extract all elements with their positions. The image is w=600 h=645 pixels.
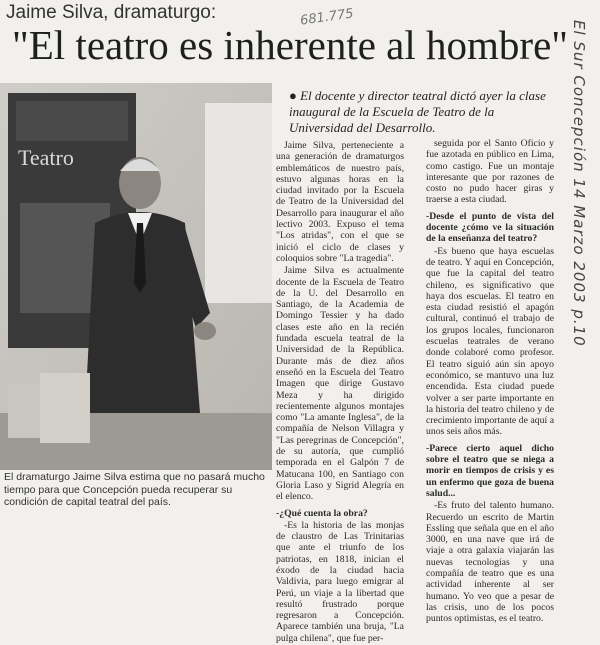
- photo-illustration: [0, 83, 272, 470]
- question: -¿Qué cuenta la obra?: [276, 507, 368, 519]
- lead-text: El docente y director teatral dictó ayer la clase inaugural de la Escuela de Teatro de la Universidad del Desarrollo.: [289, 88, 546, 135]
- question: -Desde el punto de vista del docente ¿cómo ve la situación de la enseñanza del teatro?: [426, 210, 554, 245]
- article-column-1: [276, 140, 404, 645]
- handwritten-margin-note: El Sur Concepción 14 Marzo 2003 p.10: [570, 20, 588, 347]
- paragraph: -Es bueno que haya escuelas de teatro. Y aquí en Concepción, que fue la capital del teatro chileno, es significativo que haya dos escuelas. El teatro en esta ciudad resistió el apagón cultural, continuó el trabajo de los grupos locales, funcionaron escuelas teatrales de verano donde colaboré como profesor. El teatro siguió aún sin apoyo económico, se mantuvo una luz encendida. Esta ciudad puede volver a ser parte importante en la historia del teatro chileno y de crecimiento importante de aquí a unos seis años más.: [426, 245, 554, 438]
- paragraph: -Es la historia de las monjas de claustro de Las Trinitarias que ante el triunfo de los patriotas, en 1818, inician el éxodo de la ciudad hacia Valdivia, para luego emigrar al Perú, un viaje a la libertad que resultó frustrado porque regresaron a Concepción. Aparece también una bruja, "La pulga chilena", que fue per-: [276, 519, 404, 644]
- lead-paragraph: [289, 88, 554, 136]
- kicker: Jaime Silva, dramaturgo:: [6, 2, 217, 23]
- article-photo: [0, 83, 272, 470]
- handwritten-number: 681.775: [299, 6, 355, 29]
- question: -Parece cierto aquel dicho sobre el teatro que se niega a morir en tiempos de crisis y es un enfermo que goza de buena salud...: [426, 442, 554, 499]
- paragraph: -Es fruto del talento humano. Recuerdo un escrito de Martin Essling que señala que en el año 3000, en una nave que irá de viaje a otra galaxia viajarán las nuevas tecnologías y una compañía de teatro que es una actividad inherente al ser humano. Yo veo que a pesar de las crisis, uno de los pocos puntos optimistas, es el teatro.: [426, 500, 554, 625]
- paragraph: seguida por el Santo Oficio y fue azotada en público en Lima, como castigo. Fue un montaje interesante que por razones de costo no pudo hacer giras y traerse a esta ciudad.: [426, 138, 554, 206]
- photo-caption: El dramaturgo Jaime Silva estima que no pasará mucho tiempo para que Concepción pueda recuperar su condición de capital teatral del país.: [4, 471, 265, 508]
- headline: "El teatro es inherente al hombre": [12, 22, 569, 68]
- bullet-icon: ●: [289, 88, 297, 103]
- poster-title: Teatro: [18, 145, 74, 170]
- paragraph: Jaime Silva, perteneciente a una generación de dramaturgos emblemáticos de nuestro país, estuvo algunas horas en la ciudad invitado por la Escuela de Teatro de la Universidad del Desarrollo para inaugurar el año lectivo 2003. Expuso el tema "Los atridas", con el que se inició el ciclo de clases y coloquios sobre "La tragedia".: [276, 140, 404, 264]
- paragraph: Jaime Silva es actualmente docente de la Escuela de Teatro de la U. del Desarrollo en Santiago, de la Academia de Domingo Tessier y ha dado clases este año en la recién fundada escuela teatral de la Universidad de la República. Durante más de diez años enseñó en la Escuela del Teatro Imagen que dirige Gustavo Meza y ha dirigido recientemente algunos montajes como "La amante Inglesa", de la compañía de Nelson Villagra y "Las peregrinas de Concepción", de su autoría, que cumplió temporada en el Galpón 7 de Matucana 100, en Santiago con Gloria Laso y Sigrid Alegría en el elenco.: [276, 265, 404, 503]
- article-column-2: [426, 138, 554, 625]
